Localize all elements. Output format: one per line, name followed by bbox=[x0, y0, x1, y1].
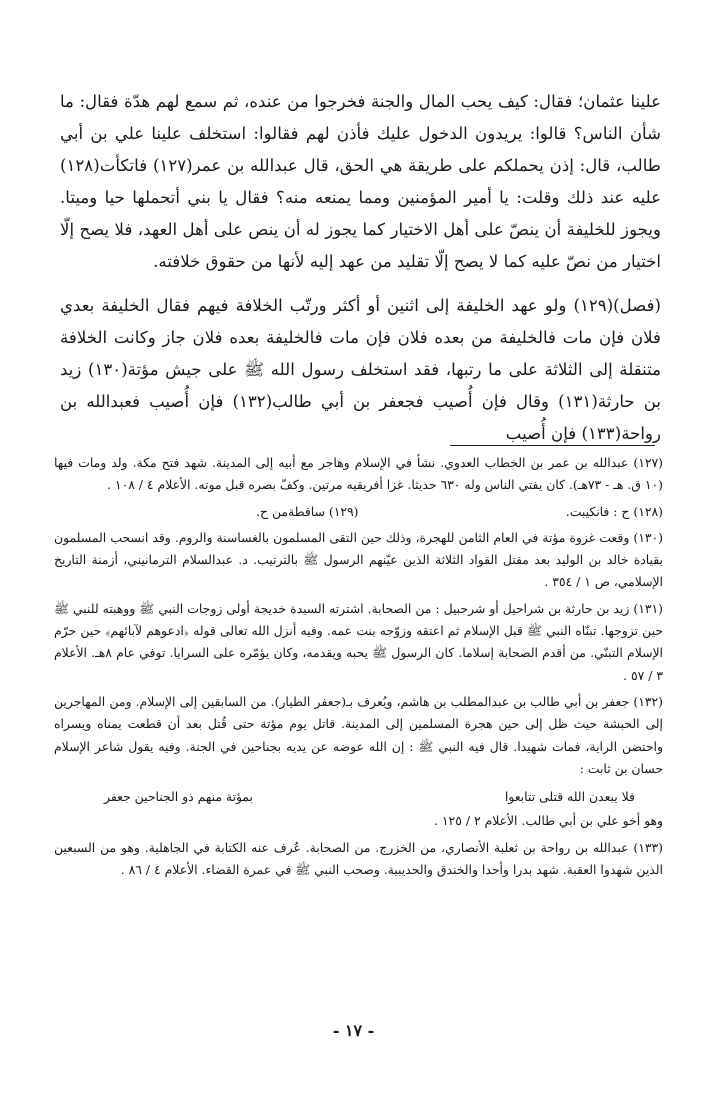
footnote-130: (١٣٠) وقعت غزوة مؤتة في العام الثامن للهجرة، وذلك حين التقى المسلمون بالغساسنة والروم. وقد انسحب المسلمون بقيادة خالد بن الوليد بعد مقتل القواد الثلاثة الذين عيّنهم الرسول ﷺ بالترتيب. د. عبدالسلام الترمانيني، أزمنة التاريخ الإسلامي، ص ١ / ٣٥٤ . bbox=[54, 529, 663, 590]
footnote-128: (١٢٨) ح : فانكيبت. bbox=[565, 503, 663, 519]
main-text bbox=[60, 86, 661, 450]
footnotes bbox=[54, 452, 663, 885]
footnote-row-128-129 bbox=[54, 501, 663, 523]
footnote-131: (١٣١) زيد بن حارثة بن شراحيل أو شرحبيل : من الصحابة. اشترته السيدة خديجة أولى زوجات النبي ﷺ ووهبته للنبي ﷺ حين تزوجها. تبنّاه النبي ﷺ قبل الإسلام ثم اعتقه وزوّجه بنت عمه. وفيه أنزل الله تعالى قوله ﴿ادعوهم لآبائهم﴾ حين حرّم الإسلام التبنّي. من أقدم الصحابة إسلاما. كان الرسول ﷺ يحبه ويقدمه، وكان يؤمّره على السرايا. توفي عام ٨هـ. الأعلام ٣ / ٥٧ . bbox=[54, 600, 663, 683]
footnote-132: (١٣٢) جعفر بن أبي طالب بن عبدالمطلب بن هاشم، ويُعرف بـ(جعفر الطيار). من السابقين إلى الإسلام. ومن المهاجرين إلى الحبشة حيث ظل إلى حين هجرة المسلمين إلى المدينة. قاتل يوم مؤتة حتى قُتل بعد أن قطعت يمناه ويسراه واحتضن الراية، فمات شهيدا. قال فيه النبي ﷺ : إن الله عوضه عن يديه بجناحين في الجنة. وفيه يقول شاعر الإسلام حسان بن ثابت : bbox=[54, 693, 663, 776]
footnote-127: (١٢٧) عبدالله بن عمر بن الخطاب العدوي. نشأ في الإسلام وهاجر مع أبيه إلى المدينة. شهد فتح مكة. ولد ومات فيها (١٠ ق. هـ - ٧٣هـ). كان يفتي الناس وله ٦٣٠ حديثا. غزا أفريقيه مرتين. وكفّ بصره قبل موته. الأعلام ٤ / ١٠٨ . bbox=[54, 455, 663, 493]
poem-hemistich-left: بمؤتة منهم ذو الجناحين جعفر bbox=[104, 789, 253, 805]
poem-verse bbox=[54, 784, 663, 810]
paragraph-1: علينا عثمان؛ فقال: كيف يحب المال والجنة فخرجوا من عنده، ثم سمع لهم هدّة فقال: ما شأن الناس؟ قالوا: يريدون الدخول عليك فأذن لهم فقالوا: استخلف علينا علي بن أبي طالب، قال: إذن يحملكم على طريقة هي الحق، قال عبدالله بن عمر(١٢٧) فاتكأت(١٢٨) عليه عند ذلك وقلت: يا أمير المؤمنين ومما يمنعه منه؟ فقال يا بني أتحملها حيا وميتا. ويجوز للخليفة أن ينصّ على أهل الاختيار كما يجوز له أن ينص على أهل العهد، فلا يصح إلّا اختيار من نصّ عليه كما لا يصح إلّا تقليد من عهد إليه لأنها من حقوق خلافته. bbox=[60, 92, 661, 271]
footnote-132-end: وهو أخو علي بن أبي طالب. الأعلام ٢ / ١٢٥ . bbox=[434, 813, 663, 829]
paragraph-2: (فصل)(١٢٩) ولو عهد الخليفة إلى اثنين أو أكثر ورتّب الخلافة فيهم فقال الخليفة بعدي فلان فإن مات فالخليفة من بعده فلان فإن مات فالخليفة بعده فلان جاز وكانت الخلافة متنقلة إلى الثلاثة على ما رتبها، فقد استخلف رسول الله ﷺ على جيش مؤتة(١٣٠) زيد بن حارثة(١٣١) وقال فإن أُصيب فجعفر بن أبي طالب(١٣٢) فإن أُصيب فعبدالله بن رواحة(١٣٣) فإن أُصيب bbox=[60, 296, 661, 443]
poem-hemistich-right: فلا يبعدن الله قتلى تتابعوا bbox=[504, 789, 635, 805]
footnote-133: (١٣٣) عبدالله بن رواحة بن ثعلبة الأنصاري، من الخزرج. من الصحابة. عُرف عنه الكتابة في الجاهلية. وهو من السبعين الذين شهدوا العقبة. شهد بدرا وأحدا والخندق والحديبية. وصحب النبي ﷺ في عمرة القضاء. الأعلام ٤ / ٨٦ . bbox=[54, 839, 663, 878]
page-number: - ١٧ - bbox=[332, 1021, 375, 1040]
footnote-separator bbox=[450, 445, 655, 446]
footnote-129: (١٢٩) ساقطةمن ح. bbox=[256, 503, 359, 519]
